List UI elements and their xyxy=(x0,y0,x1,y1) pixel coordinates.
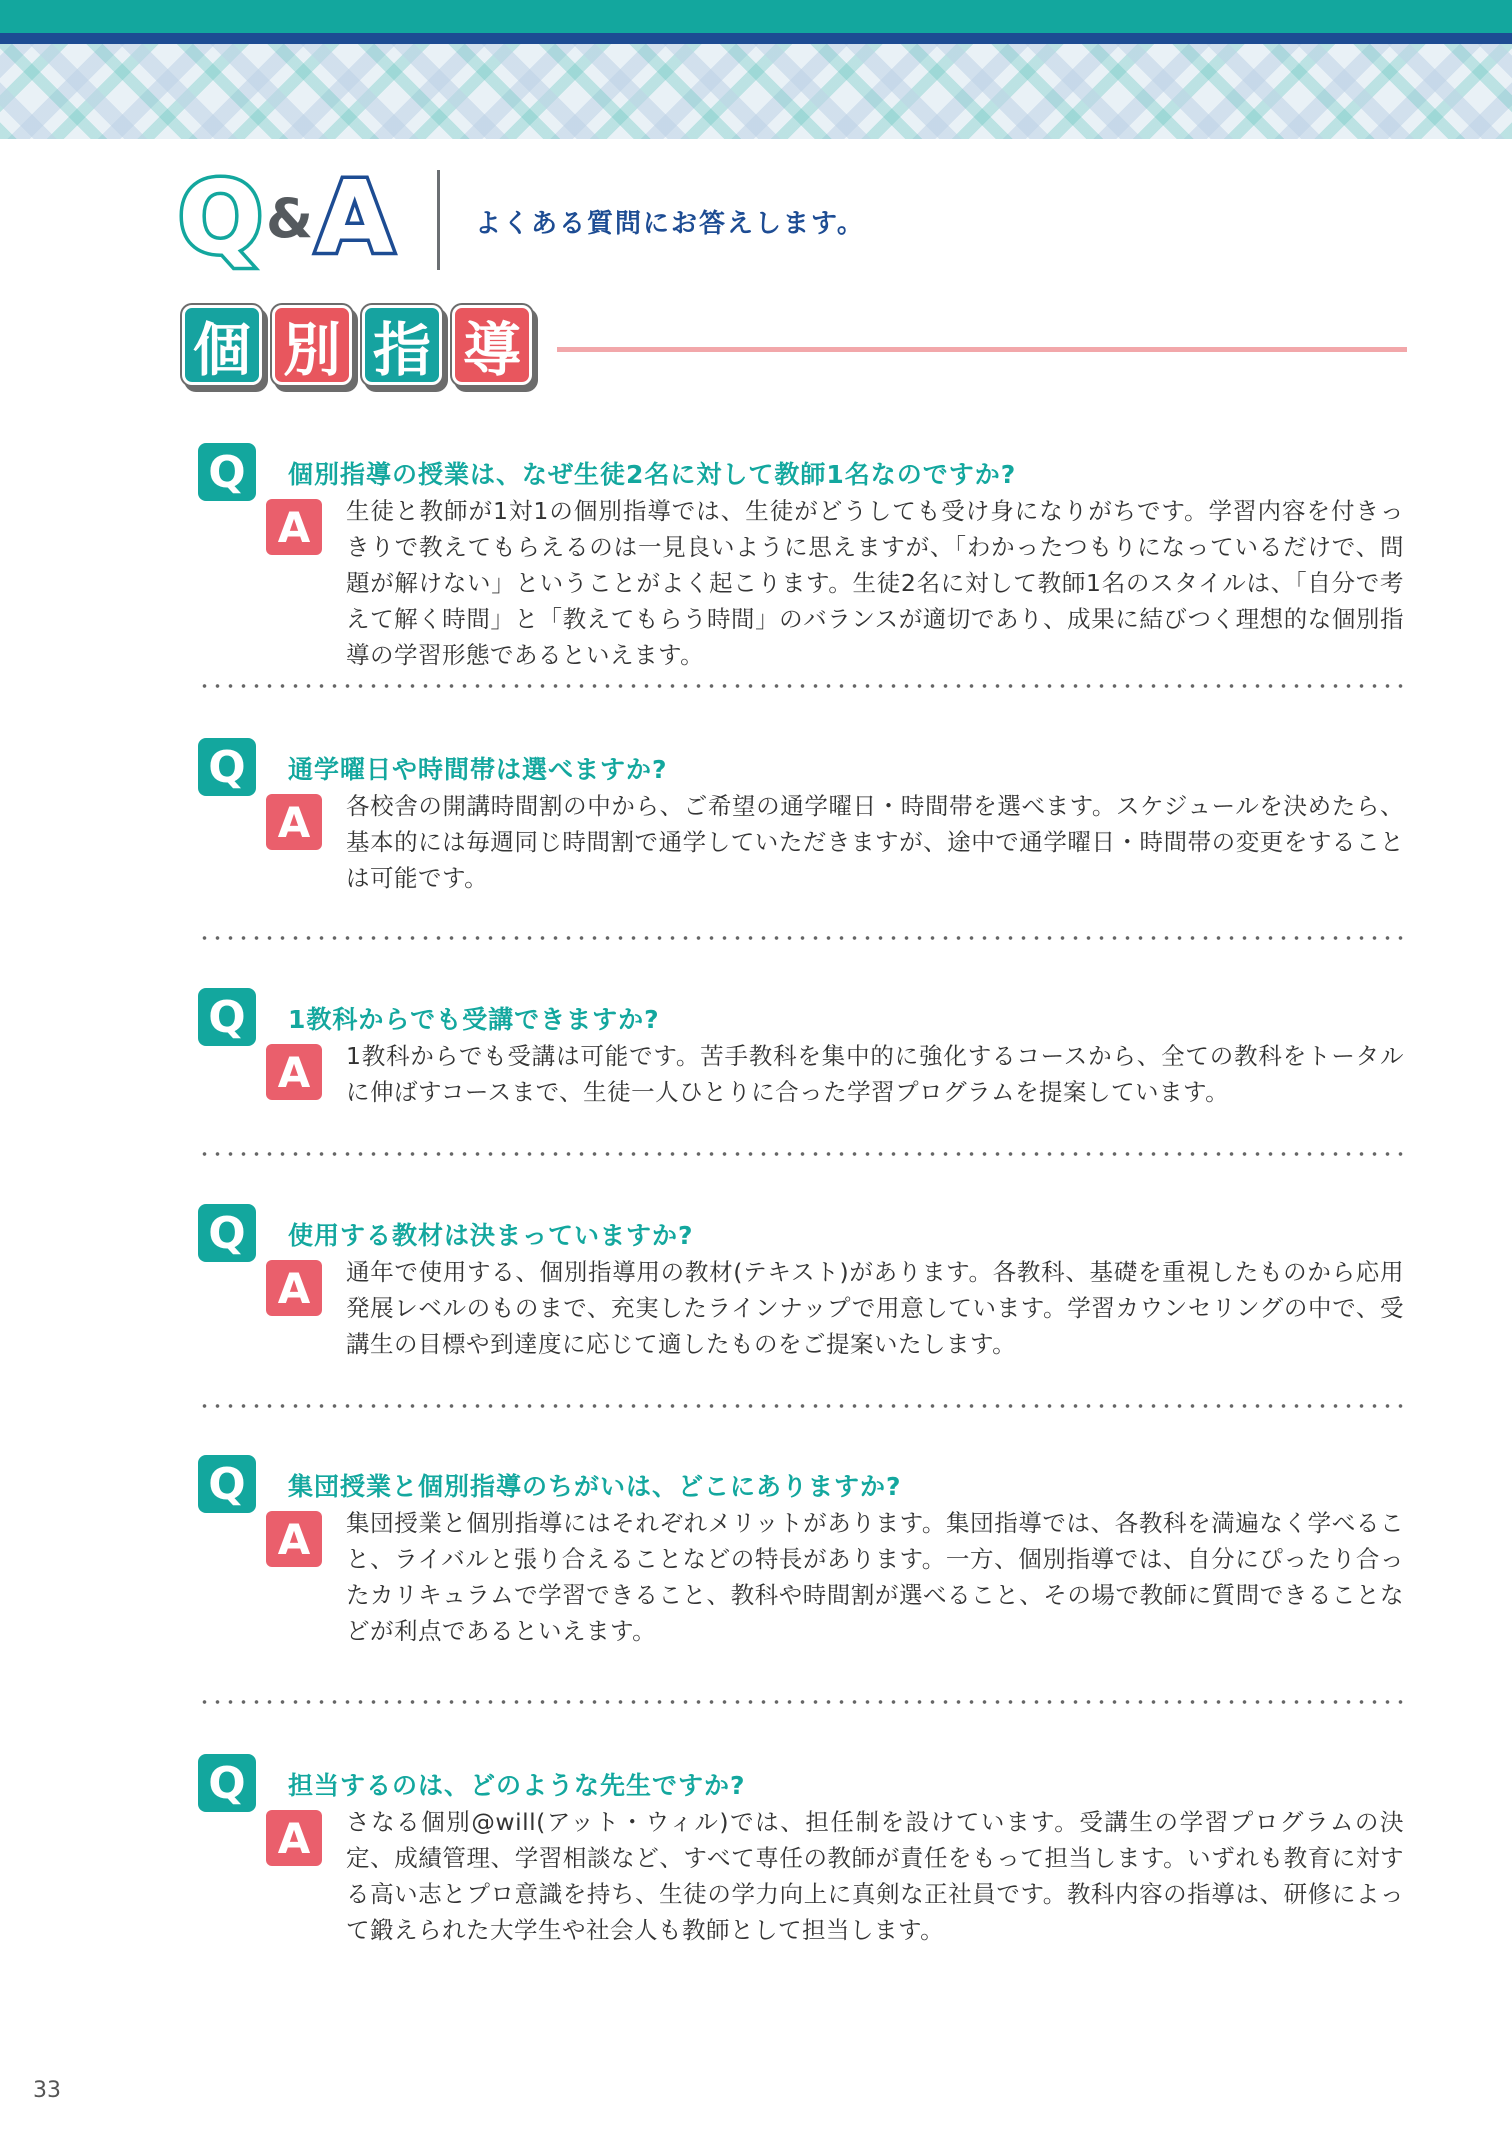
section-title xyxy=(182,305,542,391)
section-title-char: 別 xyxy=(272,305,352,385)
question-text: 個別指導の授業は、なぜ生徒2名に対して教師1名なのですか? xyxy=(288,460,1017,489)
question-badge: Q xyxy=(198,1754,256,1812)
top-navy-band xyxy=(0,33,1512,44)
section-title-char: 個 xyxy=(182,305,262,385)
question-badge: Q xyxy=(198,1204,256,1262)
qa-logo-a: A xyxy=(316,159,394,276)
question-badge: Q xyxy=(198,738,256,796)
question-badge: Q xyxy=(198,443,256,501)
question-text: 通学曜日や時間帯は選べますか? xyxy=(288,755,668,784)
question-text: 集団授業と個別指導のちがいは、どこにありますか? xyxy=(288,1472,902,1501)
page-number: 33 xyxy=(33,2078,61,2103)
dotted-divider xyxy=(198,1700,1408,1704)
dotted-divider xyxy=(198,684,1408,688)
answer-text: 生徒と教師が1対1の個別指導では、生徒がどうしても受け身になりがちです。学習内容を付きっきりで教えてもらえるのは一見良いように思えますが、「わかったつもりになっているだけで、問題が解けない」ということがよく起こります。生徒2名に対して教師1名のスタイルは、「自分で考えて解く時間」と「教えてもらう時間」のバランスが適切であり、成果に結びつく理想的な個別指導の学習形態であるといえます。 xyxy=(346,497,1404,669)
answer-badge: A xyxy=(266,794,322,850)
question-text: 1教科からでも受講できますか? xyxy=(288,1005,660,1034)
question-badge: Q xyxy=(198,988,256,1046)
qa-logo xyxy=(178,159,418,278)
top-lattice-pattern xyxy=(0,44,1512,139)
qa-logo-ampersand: & xyxy=(266,187,314,250)
question-badge: Q xyxy=(198,1455,256,1513)
question-text: 使用する教材は決まっていますか? xyxy=(288,1221,694,1250)
top-teal-band xyxy=(0,0,1512,33)
dotted-divider xyxy=(198,936,1408,940)
section-title-underline xyxy=(557,347,1407,352)
answer-text: 各校舎の開講時間割の中から、ご希望の通学曜日・時間帯を選べます。スケジュールを決めたら、基本的には毎週同じ時間割で通学していただきますが、途中で通学曜日・時間帯の変更をすることは可能です。 xyxy=(346,792,1404,892)
answer-text: 集団授業と個別指導にはそれぞれメリットがあります。集団指導では、各教科を満遍なく学べること、ライバルと張り合えることなどの特長があります。一方、個別指導では、自分にぴったり合ったカリキュラムで学習できること、教科や時間割が選べること、その場で教師に質問できることなどが利点であるといえます。 xyxy=(346,1509,1404,1645)
answer-text: 通年で使用する、個別指導用の教材(テキスト)があります。各教科、基礎を重視したものから応用発展レベルのものまで、充実したラインナップで用意しています。学習カウンセリングの中で、受講生の目標や到達度に応じて適したものをご提案いたします。 xyxy=(346,1258,1404,1358)
header-subtitle: よくある質問にお答えします。 xyxy=(475,209,865,239)
header-divider xyxy=(437,170,440,270)
question-text: 担当するのは、どのような先生ですか? xyxy=(288,1771,746,1800)
section-title-char: 指 xyxy=(362,305,442,385)
dotted-divider xyxy=(198,1152,1408,1156)
answer-badge: A xyxy=(266,1044,322,1100)
qa-logo-q: Q xyxy=(178,159,264,276)
answer-badge: A xyxy=(266,499,322,555)
answer-badge: A xyxy=(266,1260,322,1316)
answer-text: 1教科からでも受講は可能です。苦手教科を集中的に強化するコースから、全ての教科をトータルに伸ばすコースまで、生徒一人ひとりに合った学習プログラムを提案しています。 xyxy=(346,1042,1404,1106)
answer-badge: A xyxy=(266,1511,322,1567)
section-title-char: 導 xyxy=(452,305,532,385)
dotted-divider xyxy=(198,1404,1408,1408)
answer-text: さなる個別@will(アット・ウィル)では、担任制を設けています。受講生の学習プログラムの決定、成績管理、学習相談など、すべて専任の教師が責任をもって担当します。いずれも教育に対する高い志とプロ意識を持ち、生徒の学力向上に真剣な正社員です。教科内容の指導は、研修によって鍛えられた大学生や社会人も教師として担当します。 xyxy=(346,1808,1404,1944)
answer-badge: A xyxy=(266,1810,322,1866)
